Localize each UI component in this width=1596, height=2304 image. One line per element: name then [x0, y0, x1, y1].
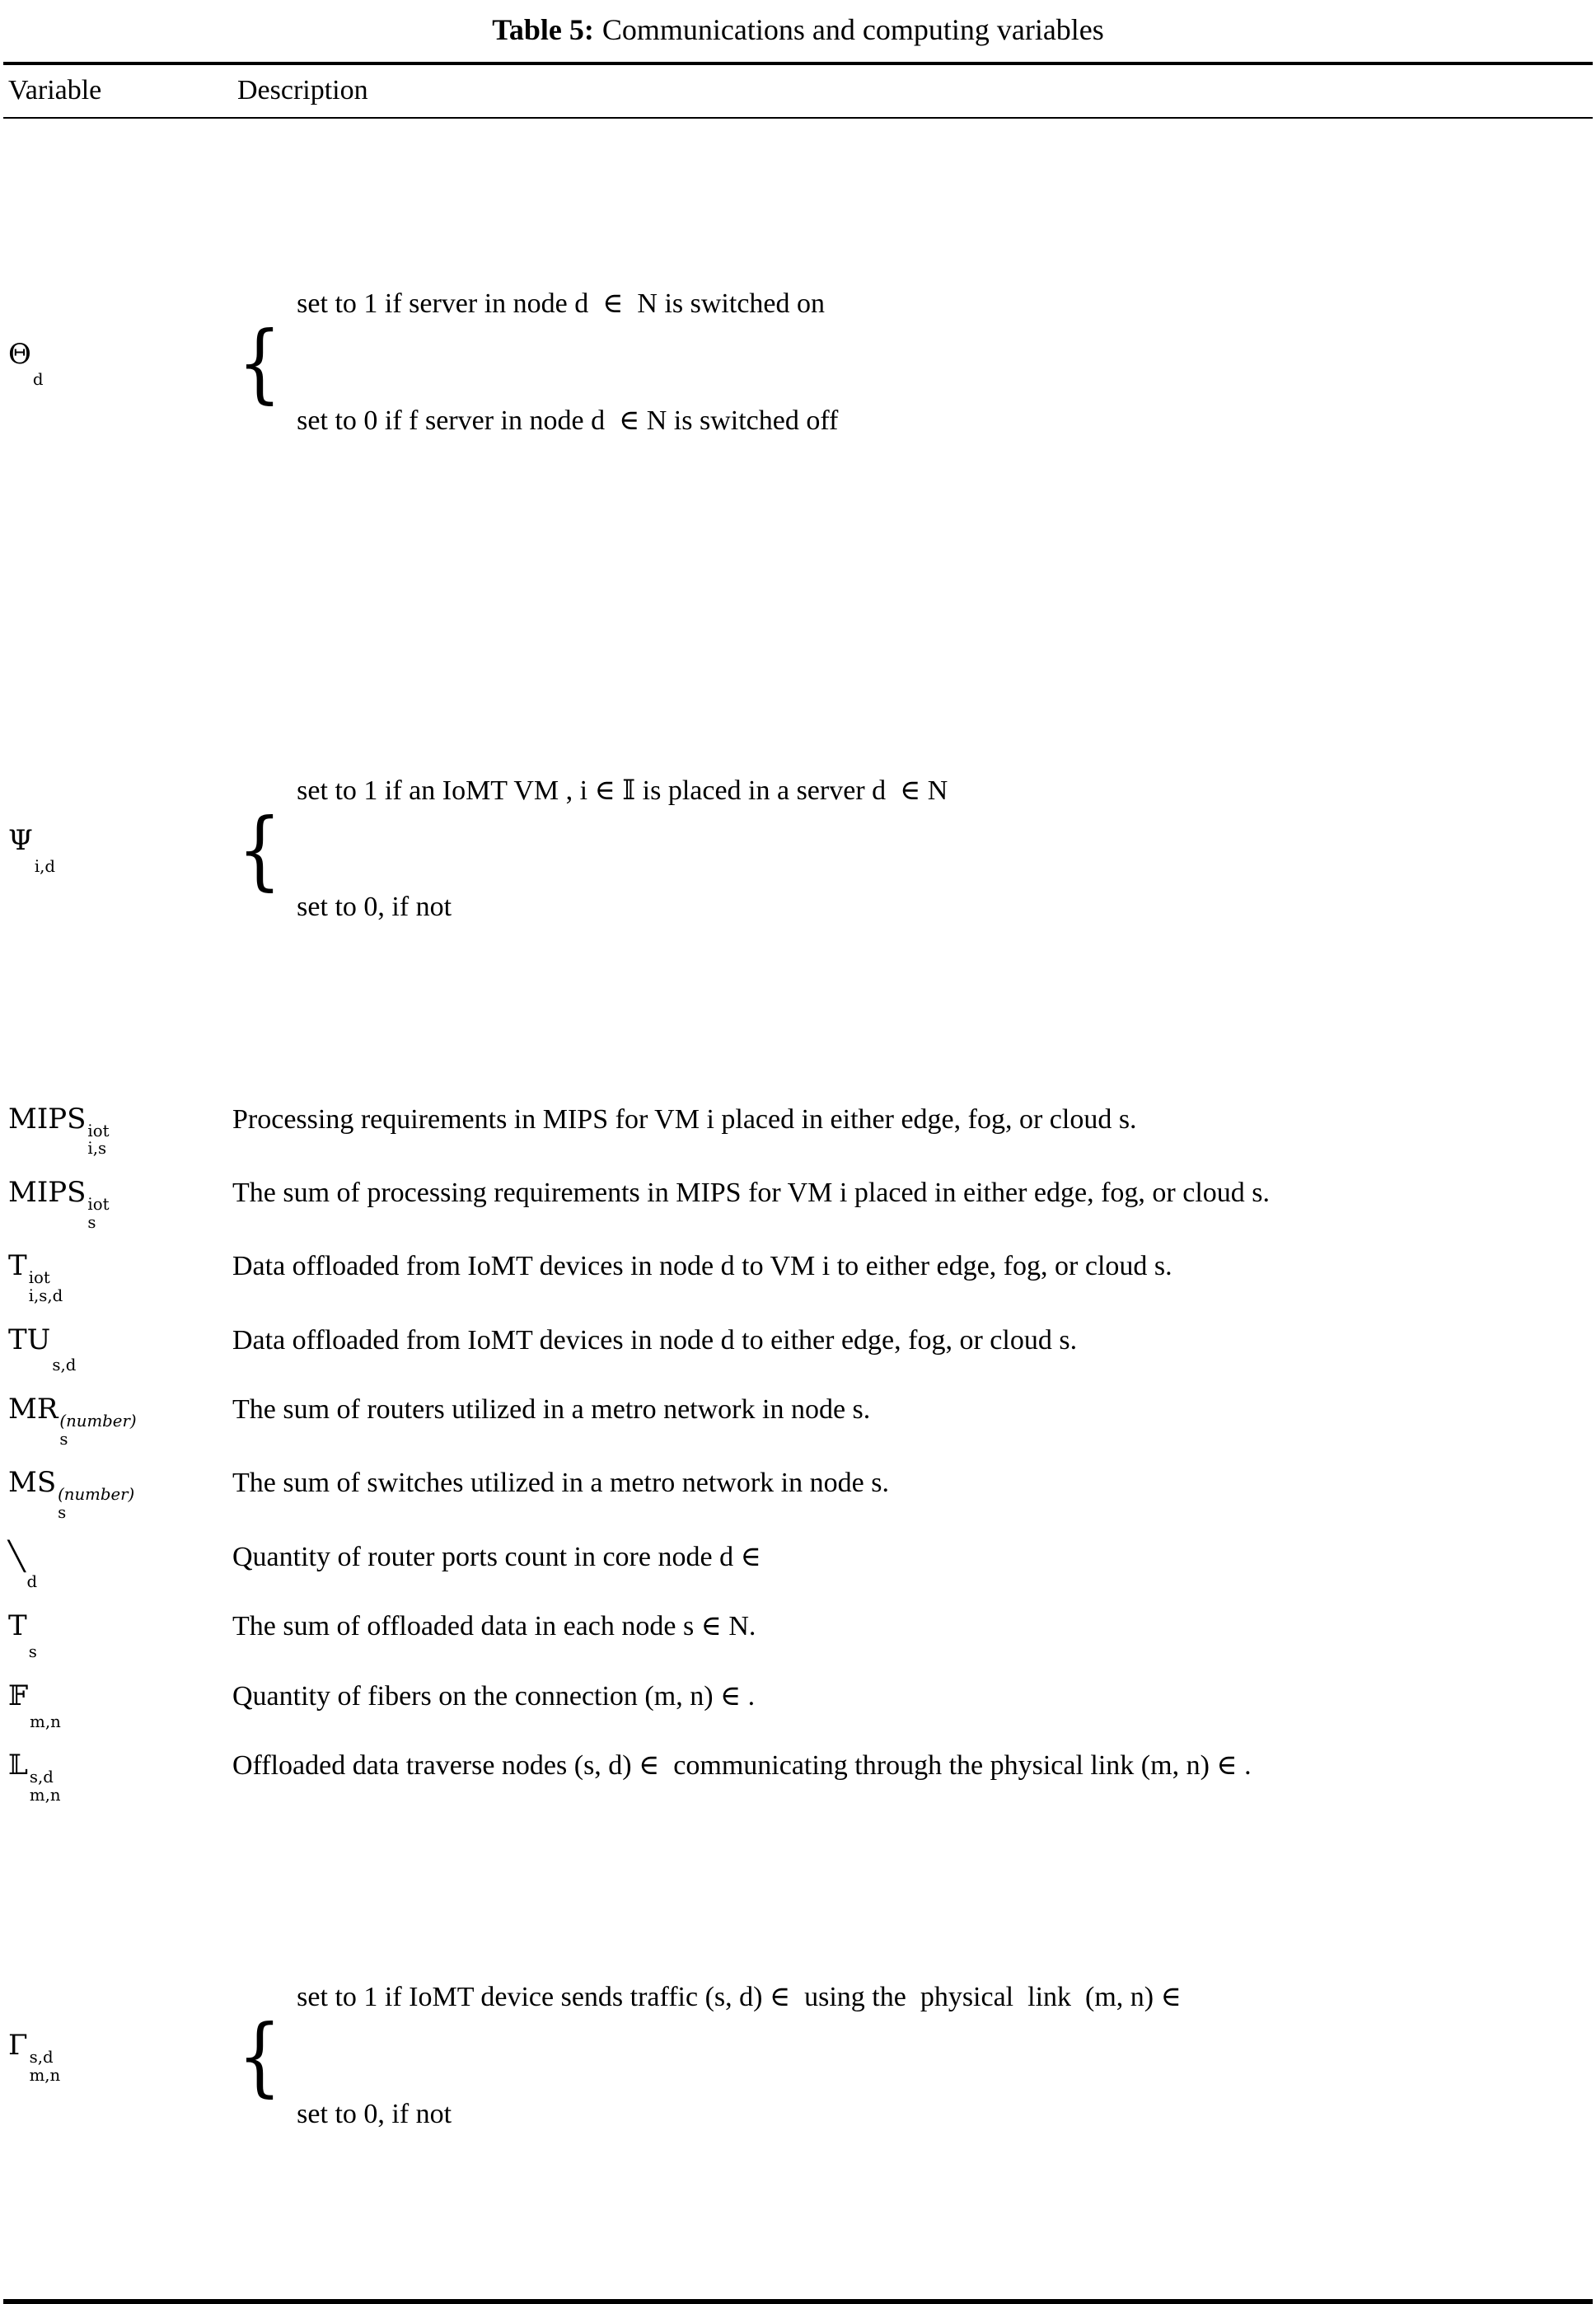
- table-row: [3, 1314, 1593, 1384]
- variable-scripts: [29, 1269, 63, 1304]
- description-cell: Data offloaded from IoMT devices in node d to either edge, fog, or cloud s.: [232, 1324, 1078, 1356]
- case-line-2: set to 0, if not: [297, 892, 452, 923]
- table-row: [3, 1093, 1593, 1166]
- table-row: [3, 1669, 1593, 1740]
- variable-scripts: [52, 1356, 76, 1374]
- description-cell: [232, 619, 1593, 1079]
- case-line-1: set to 1 if server in node d ∈ N is switched on: [297, 288, 826, 320]
- variable-scripts: [30, 1768, 61, 1804]
- variable-symbol: Θ: [8, 337, 31, 371]
- description-cell: The sum of routers utilized in a metro network in node s.: [232, 1394, 871, 1426]
- case-line-1: set to 1 if an IoMT VM , i ∈ 𝕀 is placed in a server d ∈ N: [297, 775, 948, 806]
- variable-subscript: s: [87, 1212, 96, 1232]
- variable-subscript: m,n: [29, 2065, 61, 2085]
- variable-cell: [3, 1248, 232, 1304]
- table-caption-label: Table 5:: [492, 13, 594, 46]
- variable-cell: [3, 1678, 232, 1731]
- variable-cell: [3, 1322, 232, 1375]
- variable-scripts: [58, 1486, 134, 1521]
- variable-subscript: s: [28, 1641, 37, 1661]
- variable-cell: [3, 1538, 232, 1592]
- variable-subscript: i,d: [34, 857, 56, 877]
- left-brace-icon: {: [237, 2005, 282, 2106]
- variable-cell: [3, 1101, 232, 1158]
- description-cell: The sum of offloaded data in each node s ∈ N.: [232, 1611, 756, 1642]
- description-cell: The sum of processing requirements in MIPS for VM i placed in either edge, fog, or cloud s.: [232, 1178, 1270, 1209]
- variable-cell: [3, 2027, 232, 2084]
- variable-cell: [3, 1464, 232, 1521]
- variable-subscript: s: [59, 1429, 68, 1449]
- variable-symbol: 𝕃: [8, 1749, 28, 1782]
- description-cell: The sum of switches utilized in a metro network in node s.: [232, 1468, 889, 1499]
- table-row: [3, 1456, 1593, 1529]
- case-line-1: set to 1 if IoMT device sends traffic (s, d) ∈ using the physical link (m, n) ∈: [297, 1982, 1182, 2013]
- variable-symbol: T: [8, 1249, 27, 1283]
- variable-superscript: s,d: [29, 2048, 54, 2068]
- variable-subscript: i,s: [87, 1139, 107, 1159]
- variable-superscript: iot: [87, 1121, 110, 1140]
- description-cell: [232, 132, 1593, 592]
- variables-table: [3, 62, 1593, 2304]
- variable-symbol: ╲: [8, 1539, 26, 1573]
- variable-symbol: MIPS: [8, 1176, 87, 1210]
- table-row: [3, 606, 1593, 1093]
- table-caption-text: Communications and computing variables: [601, 13, 1104, 46]
- variable-symbol: T: [8, 1609, 27, 1643]
- variable-symbol: MIPS: [8, 1102, 87, 1136]
- header-variable: Variable: [8, 74, 102, 105]
- variable-subscript: m,n: [29, 1785, 61, 1805]
- variable-superscript: s,d: [29, 1768, 54, 1787]
- case-line-2: set to 0, if not: [297, 2098, 452, 2129]
- variable-superscript: (number): [58, 1485, 135, 1505]
- variable-subscript: s,d: [52, 1356, 77, 1375]
- variable-superscript: iot: [28, 1268, 50, 1288]
- variable-subscript: i,s,d: [28, 1285, 63, 1305]
- description-cell: Offloaded data traverse nodes (s, d) ∈ communicating through the physical link (m, n) ∈ .: [232, 1750, 1252, 1782]
- description-cell: Processing requirements in MIPS for VM i placed in either edge, fog, or cloud s.: [232, 1103, 1137, 1135]
- variable-cell: [3, 1174, 232, 1231]
- variable-subscript: s: [58, 1502, 67, 1522]
- variable-symbol: Ψ: [8, 824, 33, 858]
- variable-scripts: [26, 1573, 37, 1591]
- variable-superscript: (number): [59, 1411, 137, 1431]
- description-cell: Quantity of router ports count in core node d ∈: [232, 1541, 761, 1572]
- table-row: [3, 1166, 1593, 1239]
- table-row: [3, 1239, 1593, 1313]
- variable-scripts: [30, 1713, 61, 1731]
- variable-scripts: [87, 1122, 109, 1158]
- variable-symbol: MR: [8, 1393, 59, 1426]
- case-line-2: set to 0 if f server in node d ∈ N is switched off: [297, 405, 839, 436]
- variable-symbol: TU: [8, 1323, 51, 1356]
- table-caption: [3, 7, 1593, 62]
- variable-scripts: [30, 2049, 61, 2084]
- variable-cell: [3, 1747, 232, 1804]
- variable-symbol: Γ: [8, 2029, 28, 2063]
- description-cell: [232, 1825, 1593, 2286]
- variable-scripts: [29, 1643, 37, 1661]
- variable-cell: [3, 1391, 232, 1448]
- header-description: Description: [237, 74, 368, 105]
- variable-symbol: MS: [8, 1466, 57, 1500]
- table-row: [3, 1812, 1593, 2299]
- variable-cell: [3, 336, 232, 390]
- variable-scripts: [33, 371, 44, 389]
- table-row: [3, 1383, 1593, 1456]
- table-row: [3, 1599, 1593, 1669]
- variable-symbol: 𝔽: [8, 1679, 29, 1712]
- table-row: [3, 1739, 1593, 1812]
- variable-cell: [3, 1608, 232, 1661]
- left-brace-icon: {: [237, 311, 282, 413]
- table-row: [3, 119, 1593, 606]
- variable-subscript: d: [26, 1572, 38, 1592]
- left-brace-icon: {: [237, 798, 282, 900]
- description-cell: Data offloaded from IoMT devices in node d to VM i to either edge, fog, or cloud s.: [232, 1251, 1172, 1282]
- table-header-row: [3, 65, 1593, 119]
- description-cell: Quantity of fibers on the connection (m, n) ∈ .: [232, 1680, 756, 1712]
- table-row: [3, 1530, 1593, 1600]
- variable-scripts: [87, 1196, 109, 1231]
- variable-subscript: d: [32, 370, 44, 390]
- variable-scripts: [59, 1412, 136, 1448]
- variable-scripts: [35, 858, 55, 876]
- variable-subscript: m,n: [30, 1712, 61, 1731]
- variable-superscript: iot: [87, 1194, 110, 1214]
- variable-cell: [3, 822, 232, 876]
